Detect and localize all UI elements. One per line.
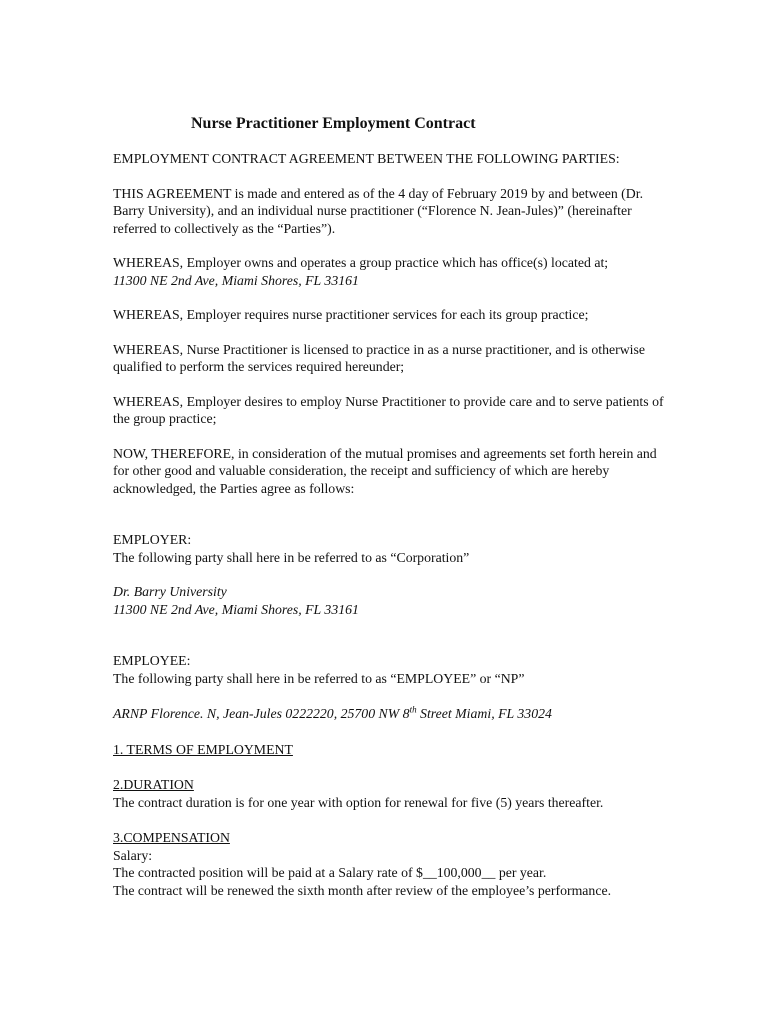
agreement-paragraph: THIS AGREEMENT is made and entered as of the 4 day of February 2019 by and between (Dr. Barry University), and an individual nurse practitioner (“Florence N. Jean-Jules)” (hereinafter referred to collectively as the “Parties”).	[113, 185, 644, 236]
whereas-office: WHEREAS, Employer owns and operates a group practice which has office(s) located at;	[113, 255, 609, 270]
section-terms-heading: 1. TERMS OF EMPLOYMENT	[113, 741, 293, 757]
intro-heading: EMPLOYMENT CONTRACT AGREEMENT BETWEEN THE FOLLOWING PARTIES:	[113, 151, 620, 166]
employee-label: EMPLOYEE:	[113, 653, 191, 668]
employee-info-main: ARNP Florence. N, Jean-Jules 0222220, 25700 NW 8	[113, 706, 410, 721]
office-address: 11300 NE 2nd Ave, Miami Shores, FL 33161	[113, 272, 359, 288]
section-compensation-heading: 3.COMPENSATION	[113, 830, 230, 845]
employer-label: EMPLOYER:	[113, 532, 192, 547]
now-therefore: NOW, THEREFORE, in consideration of the mutual promises and agreements set forth herein and for other good and valuable consideration, the receipt and sufficiency of which are hereby acknowledged, the Parties agree as follows:	[113, 445, 657, 496]
employee-info-rest: Street Miami, FL 33024	[416, 706, 552, 721]
employer-address: 11300 NE 2nd Ave, Miami Shores, FL 33161	[113, 601, 359, 617]
employee-info	[113, 705, 673, 723]
whereas-desires: WHEREAS, Employer desires to employ Nurse Practitioner to provide care and to serve patients of the group practice;	[113, 393, 664, 426]
employee-reference: The following party shall here in be referred to as “EMPLOYEE” or “NP”	[113, 670, 525, 686]
whereas-licensed: WHEREAS, Nurse Practitioner is licensed to practice in as a nurse practitioner, and is otherwise qualified to perform the services required hereunder;	[113, 341, 646, 374]
renewal-text: The contract will be renewed the sixth month after review of the employee’s performance.	[113, 882, 612, 898]
salary-label: Salary:	[113, 847, 153, 863]
employer-name: Dr. Barry University	[113, 584, 227, 599]
employee-info-ordinal: th	[409, 704, 417, 715]
whereas-services: WHEREAS, Employer requires nurse practitioner services for each its group practice;	[113, 307, 589, 322]
section-duration-text: The contract duration is for one year with option for renewal for five (5) years thereafter.	[113, 794, 604, 810]
document-body	[113, 150, 673, 899]
salary-text: The contracted position will be paid at a Salary rate of $__100,000__ per year.	[113, 865, 547, 880]
employer-reference: The following party shall here in be referred to as “Corporation”	[113, 549, 470, 565]
document-title: Nurse Practitioner Employment Contract	[191, 115, 476, 132]
section-duration-heading: 2.DURATION	[113, 777, 194, 792]
